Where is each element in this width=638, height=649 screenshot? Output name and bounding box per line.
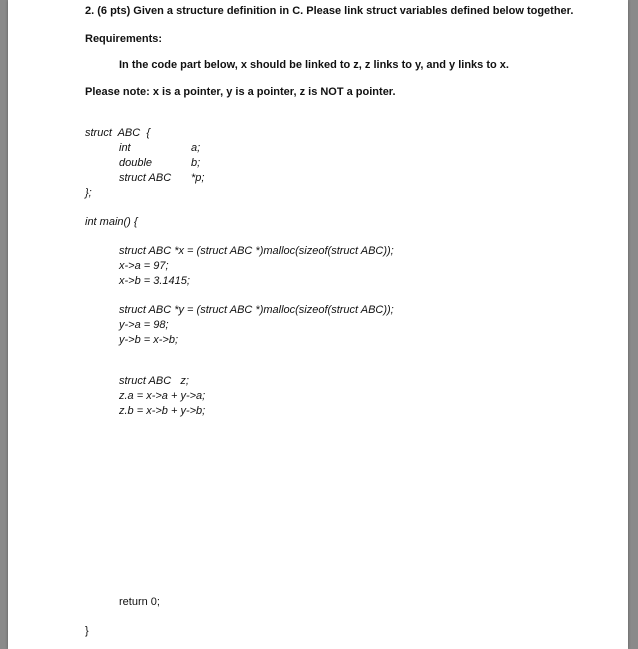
field-name-b: b; [191, 157, 201, 169]
pointer-note: Please note: x is a pointer, y is a pointer, z is NOT a pointer. [85, 86, 396, 98]
code-line-x-b: x->b = 3.1415; [119, 275, 190, 287]
field-type-double: double [119, 157, 153, 169]
main-signature: int main() { [85, 216, 138, 228]
code-line-z-b: z.b = x->b + y->b; [119, 405, 206, 417]
code-line-x-decl: struct ABC *x = (struct ABC *)malloc(sizeof(struct ABC)); [119, 245, 394, 257]
main-close-brace: } [85, 625, 89, 637]
field-type-int: int [119, 142, 131, 154]
struct-close: }; [85, 187, 92, 199]
document-page [8, 0, 628, 649]
code-line-z-a: z.a = x->a + y->a; [119, 390, 206, 402]
struct-open: struct ABC { [85, 127, 151, 139]
code-line-x-a: x->a = 97; [119, 260, 169, 272]
field-name-a: a; [191, 142, 201, 154]
question-title: 2. (6 pts) Given a structure definition in C. Please link struct variables defined below together. [85, 5, 574, 17]
requirement-text: In the code part below, x should be linked to z, z links to y, and y links to x. [119, 59, 509, 71]
field-type-struct: struct ABC [119, 172, 172, 184]
requirements-heading: Requirements: [85, 33, 163, 45]
field-name-p: *p; [191, 172, 205, 184]
code-line-y-a: y->a = 98; [119, 319, 169, 331]
code-line-z-decl: struct ABC z; [119, 375, 189, 387]
code-line-return: return 0; [119, 596, 160, 608]
code-line-y-b: y->b = x->b; [119, 334, 179, 346]
code-line-y-decl: struct ABC *y = (struct ABC *)malloc(sizeof(struct ABC)); [119, 304, 394, 316]
